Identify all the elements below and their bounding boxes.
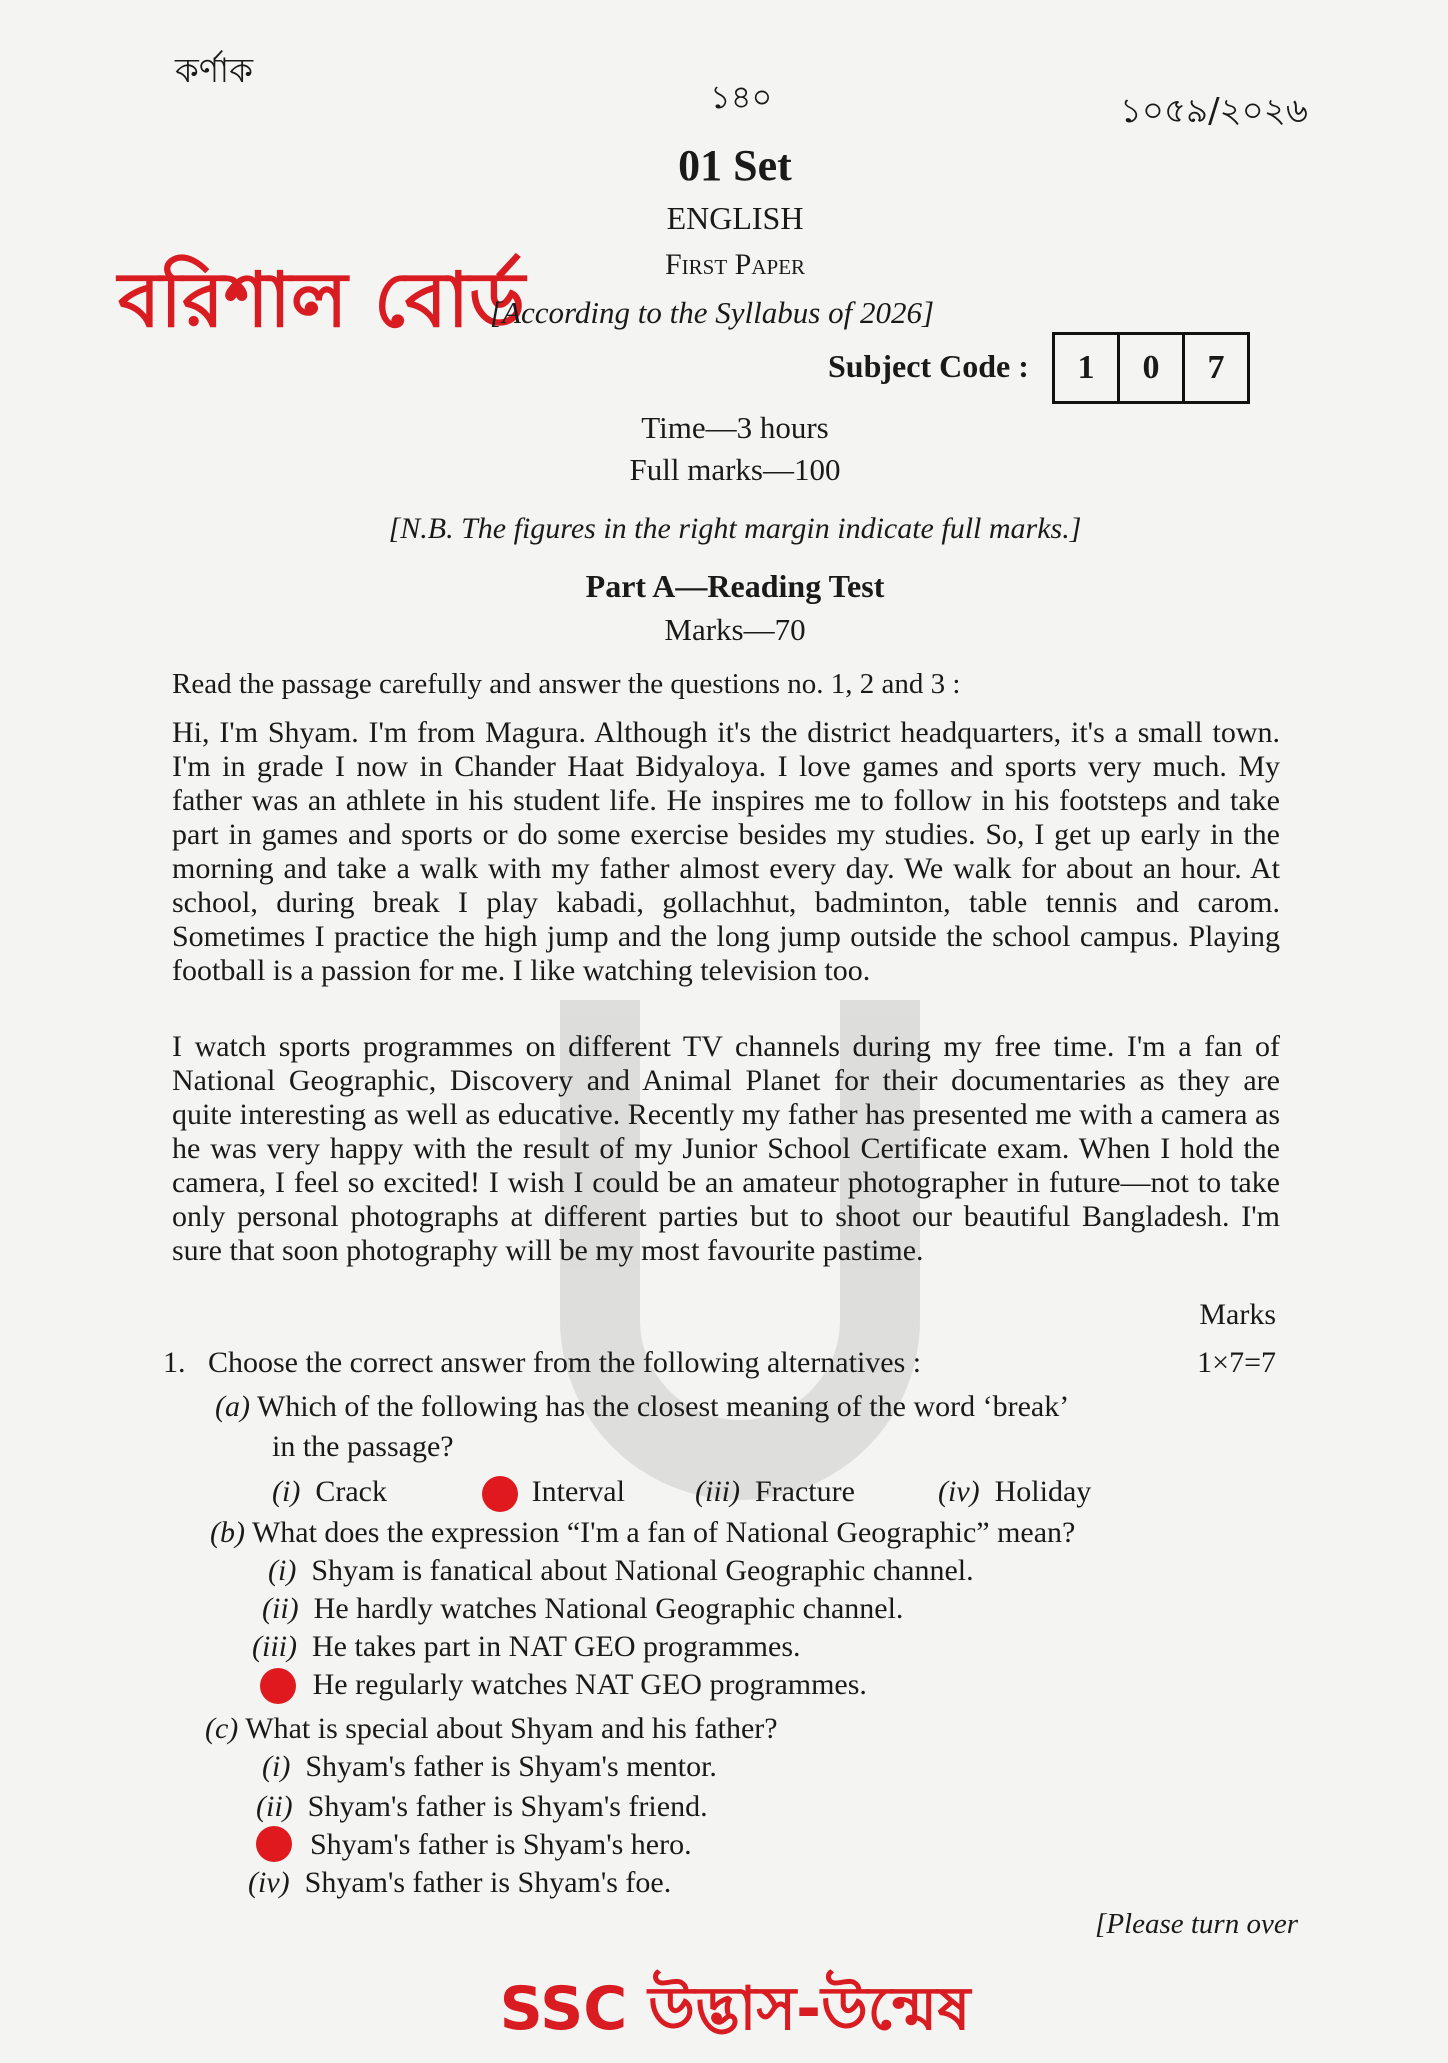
- question-c-text: What is special about Shyam and his father?: [245, 1712, 778, 1745]
- option-a-iii: (iii) Fracture: [695, 1475, 855, 1508]
- set-title: 01 Set: [678, 141, 792, 190]
- passage-paragraph-2: I watch sports programmes on different TV channels during my free time. I'm a fan of National Geographic, Discovery and Animal Planet for their documentaries as they are quite interesting as well as educative. Recently my father has presented me with a camera as he was very happy with the result of my Junior School Certificate exam. When I hold the camera, I feel so excited! I wish I could be an amateur photographer in future—not to take only personal photographs at different parties but to shoot our beautiful Bangladesh. I'm sure that soon photography will be my most favourite pastime.: [172, 1030, 1280, 1267]
- question-c-label: (c): [205, 1712, 239, 1745]
- full-marks: Full marks—100: [629, 452, 841, 487]
- option-c-i: (i) Shyam's father is Shyam's mentor.: [262, 1750, 717, 1783]
- page-number: ১৪০: [710, 78, 773, 116]
- question-b-label: (b): [210, 1516, 245, 1549]
- marks-label: Marks: [1199, 1298, 1276, 1331]
- option-b-ii: (ii) He hardly watches National Geographic channel.: [262, 1592, 904, 1625]
- option-c-iv: (iv) Shyam's father is Shyam's foe.: [248, 1866, 672, 1899]
- option-a-iv: (iv) Holiday: [938, 1475, 1092, 1508]
- instruction: Read the passage carefully and answer the questions no. 1, 2 and 3 :: [172, 668, 961, 700]
- question-b-text: What does the expression “I'm a fan of National Geographic” mean?: [251, 1516, 1076, 1549]
- answer-mark: [260, 1668, 296, 1704]
- turn-over-note: [Please turn over: [1095, 1908, 1298, 1940]
- question-a-text-cont: in the passage?: [272, 1430, 454, 1463]
- answer-mark: [482, 1476, 518, 1512]
- code-digit: 1: [1055, 335, 1120, 401]
- exam-time: Time—3 hours: [641, 410, 829, 445]
- passage-paragraph-1: Hi, I'm Shyam. I'm from Magura. Although it's the district headquarters, it's a small town. I'm in grade I now in Chander Haat Bidyaloya. I love games and sports very much. My father was an athlete in his student life. He inspires me to follow in his footsteps and take part in games and sports or do some exercise besides my studies. So, I get up early in the morning and take a walk with my father almost every day. We walk for about an hour. At school, during break I play kabadi, gollachhut, badminton, table tennis and carom. Sometimes I practice the high jump and the long jump outside the school campus. Playing football is a passion for me. I like watching television too.: [172, 716, 1280, 987]
- option-c-iii: Shyam's father is Shyam's hero.: [310, 1828, 692, 1861]
- question-a: [215, 1390, 1069, 1424]
- board-stamp: বরিশাল বোর্ড: [118, 255, 526, 344]
- paper-title: First Paper: [664, 248, 806, 281]
- subject-code-label: Subject Code :: [828, 348, 1029, 384]
- question-text: Choose the correct answer from the following alternatives :: [208, 1346, 922, 1379]
- question-1: [163, 1346, 921, 1380]
- answer-mark: [256, 1826, 292, 1862]
- option-b-iii: (iii) He takes part in NAT GEO programmes.: [252, 1630, 801, 1663]
- option-a-ii: Interval: [531, 1475, 625, 1508]
- part-marks: Marks—70: [664, 612, 806, 647]
- subject-code-box: [1052, 332, 1250, 404]
- question-number: 1.: [163, 1346, 186, 1379]
- syllabus-note: [According to the Syllabus of 2026]: [490, 295, 935, 330]
- footer-brand: SSC উদ্ভাস-উন্মেষ: [499, 1974, 971, 2044]
- question-a-label: (a): [215, 1390, 250, 1423]
- part-title: Part A—Reading Test: [585, 568, 885, 604]
- option-b-i: (i) Shyam is fanatical about National Geographic channel.: [268, 1554, 974, 1587]
- option-b-iv: He regularly watches NAT GEO programmes.: [312, 1668, 867, 1701]
- subject-title: ENGLISH: [666, 200, 804, 236]
- question-marks: 1×7=7: [1197, 1346, 1276, 1379]
- header-top-left: কর্ণাক: [175, 51, 253, 91]
- option-a-i: (i) Crack: [272, 1475, 387, 1508]
- question-a-text: Which of the following has the closest meaning of the word ‘break’: [256, 1390, 1070, 1423]
- code-digit: 0: [1120, 335, 1185, 401]
- question-c: [205, 1712, 778, 1746]
- header-code: ১০৫৯/২০২৬: [1119, 91, 1308, 131]
- code-digit: 7: [1207, 349, 1225, 386]
- option-c-ii: (ii) Shyam's father is Shyam's friend.: [256, 1790, 708, 1823]
- question-b: [210, 1516, 1075, 1550]
- nb-note: [N.B. The figures in the right margin indicate full marks.]: [388, 512, 1082, 545]
